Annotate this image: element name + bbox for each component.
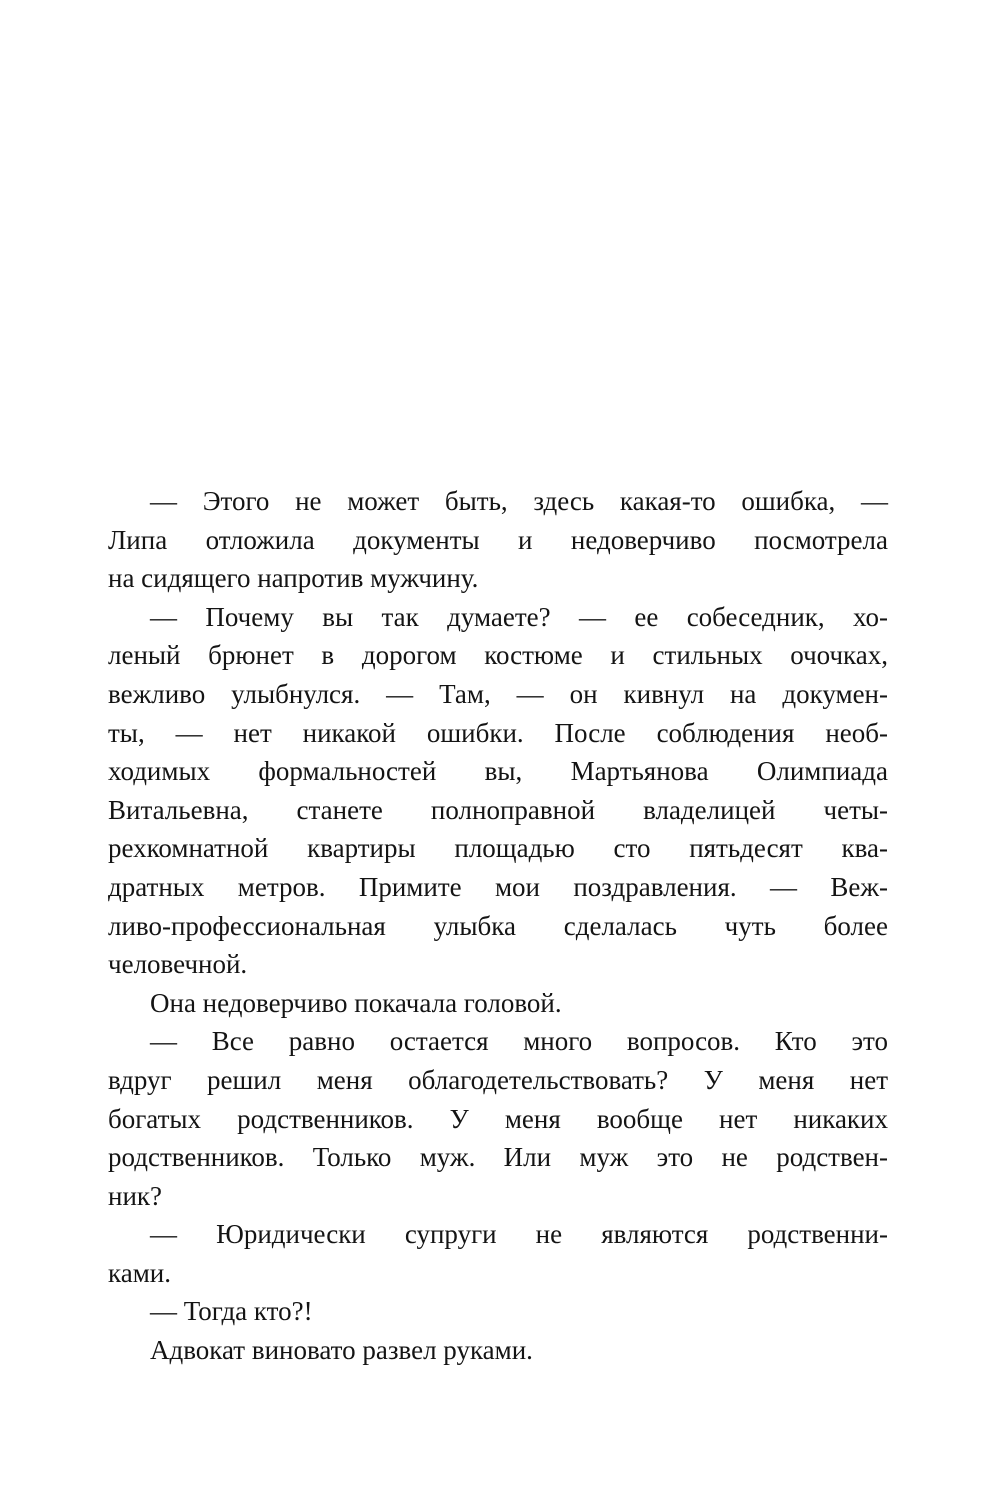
text-line: Она недоверчиво покачала головой. [150, 987, 562, 1018]
text-line: Витальевна, станете полноправной владелицей четы- [108, 794, 888, 825]
text-line: — Юридически супруги не являются родственни- [150, 1219, 888, 1250]
text-line: ками. [108, 1257, 171, 1288]
paragraph [108, 984, 888, 1023]
text-line: на сидящего напротив мужчину. [108, 563, 479, 594]
text-line: Адвокат виновато развел руками. [150, 1335, 533, 1366]
text-line: — Все равно остается много вопросов. Кто это [150, 1026, 888, 1057]
text-line: вдруг решил меня облагодетельствовать? У меня нет [108, 1064, 888, 1095]
text-line: ливо-профессиональная улыбка сделалась чуть более [108, 910, 888, 941]
text-line: — Почему вы так думаете? — ее собеседник, хо- [150, 601, 888, 632]
text-line: человечной. [108, 949, 248, 980]
text-line: ник? [108, 1180, 162, 1211]
text-line: — Тогда кто?! [150, 1296, 313, 1327]
paragraph [108, 1292, 888, 1331]
text-line: рехкомнатной квартиры площадью сто пятьдесят ква- [108, 833, 888, 864]
paragraph [108, 1215, 888, 1292]
text-line: богатых родственников. У меня вообще нет никаких [108, 1103, 888, 1134]
paragraph [108, 482, 888, 598]
paragraph [108, 598, 888, 984]
text-line: ходимых формальностей вы, Мартьянова Олимпиада [108, 756, 888, 787]
text-line: дратных метров. Примите мои поздравления. — Веж- [108, 871, 888, 902]
paragraph [108, 1331, 888, 1370]
text-line: вежливо улыбнулся. — Там, — он кивнул на докумен- [108, 678, 888, 709]
text-block [108, 482, 888, 1370]
text-line: — Этого не может быть, здесь какая-то ошибка, — [150, 486, 888, 516]
paragraph [108, 1022, 888, 1215]
text-line: ты, — нет никакой ошибки. После соблюдения необ- [108, 717, 888, 748]
text-line: родственников. Только муж. Или муж это не родствен- [108, 1142, 888, 1173]
text-line: Липа отложила документы и недоверчиво посмотрела [108, 524, 888, 555]
text-line: леный брюнет в дорогом костюме и стильных очочках, [108, 640, 888, 671]
